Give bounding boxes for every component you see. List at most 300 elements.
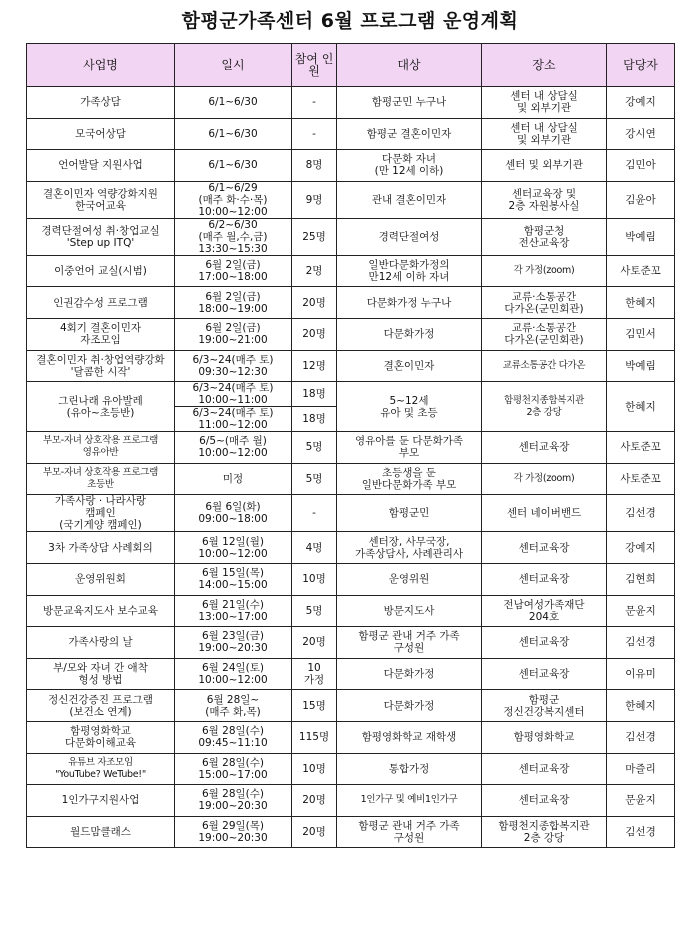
program-name-cell <box>27 218 175 255</box>
date-cell-line: 10:00~12:00 <box>198 674 268 687</box>
target-cell <box>337 255 482 287</box>
date-cell-line: 19:00~20:30 <box>198 642 268 655</box>
place-cell-line: 함평군청 <box>523 224 565 237</box>
participants-cell-line: 8명 <box>305 159 323 172</box>
program-name-cell <box>27 816 175 848</box>
date-cell <box>175 407 292 432</box>
manager-cell <box>607 563 675 595</box>
table-row <box>27 721 675 753</box>
date-cell <box>175 658 292 690</box>
place-cell-line: 및 외부기관 <box>516 133 572 146</box>
manager-cell <box>607 150 675 182</box>
target-cell-line: 통합가정 <box>388 762 430 775</box>
header-participants <box>292 44 337 87</box>
table-row <box>27 627 675 659</box>
date-cell-line: 18:00~19:00 <box>198 302 268 315</box>
manager-cell-line: 박예림 <box>625 230 656 243</box>
manager-cell <box>607 382 675 432</box>
program-name-cell <box>27 690 175 722</box>
program-name-cell-line: 이중언어 교실(시범) <box>54 265 147 278</box>
place-cell-line: 및 외부기관 <box>516 102 572 115</box>
manager-cell-line: 사토준꼬 <box>620 441 661 454</box>
table-row <box>27 495 675 532</box>
date-cell-line: 11:00~12:00 <box>198 419 268 432</box>
date-cell-line: (매주 화,목) <box>205 705 261 718</box>
place-cell <box>482 563 607 595</box>
participants-cell-line: 20명 <box>302 636 326 649</box>
place-cell-line: 함평영화학교 <box>513 731 575 744</box>
program-name-cell-line: 언어발달 지원사업 <box>58 159 143 172</box>
date-cell-line: 13:30~15:30 <box>198 242 268 255</box>
date-cell-line: 6월 29일(목) <box>201 819 264 832</box>
target-cell-line: 5~12세 <box>389 394 429 407</box>
target-cell-line: 부모 <box>398 447 420 460</box>
target-cell <box>337 432 482 464</box>
participants-cell <box>292 181 337 218</box>
table-row <box>27 382 675 407</box>
date-cell <box>175 382 292 407</box>
date-cell <box>175 753 292 785</box>
date-cell <box>175 432 292 464</box>
place-cell-line: 센터교육장 및 <box>511 187 577 200</box>
target-cell-line: 구성원 <box>393 642 425 655</box>
place-cell-line: 2층 강당 <box>526 406 562 418</box>
place-cell <box>482 287 607 319</box>
participants-cell <box>292 563 337 595</box>
target-cell-line: 다문화 자녀 <box>381 153 437 166</box>
target-cell <box>337 563 482 595</box>
participants-cell <box>292 627 337 659</box>
place-cell-line: 교류소통공간 다가온 <box>502 359 586 371</box>
participants-cell-line: 18명 <box>302 388 326 401</box>
program-name-cell <box>27 432 175 464</box>
target-cell-line: 유아 및 초등 <box>380 406 438 419</box>
participants-cell <box>292 432 337 464</box>
program-name-cell-line: 그린나래 유아발레 <box>58 394 143 407</box>
place-cell <box>482 816 607 848</box>
target-cell-line: 다문화가정 <box>383 699 435 712</box>
header-place: 장소 <box>482 44 607 87</box>
table-row <box>27 350 675 382</box>
program-name-cell-line: 캠페인 <box>85 507 116 520</box>
participants-cell <box>292 218 337 255</box>
date-cell <box>175 816 292 848</box>
date-cell-line: 6/2~6/30 <box>208 218 258 231</box>
table-header-row <box>27 44 675 87</box>
participants-cell-line: 20명 <box>302 296 326 309</box>
manager-cell-line: 김현희 <box>625 573 656 586</box>
place-cell <box>482 690 607 722</box>
date-cell-line: 6월 28일(수) <box>201 725 264 738</box>
header-participants-line2: 인원 <box>308 52 334 78</box>
date-cell-line: 09:00~18:00 <box>198 513 268 526</box>
place-cell <box>482 463 607 495</box>
participants-cell <box>292 785 337 817</box>
participants-cell-line: 4명 <box>305 541 323 554</box>
program-name-cell-line: (유아~초등반) <box>66 406 135 419</box>
target-cell <box>337 150 482 182</box>
program-name-cell <box>27 495 175 532</box>
participants-cell <box>292 595 337 627</box>
program-name-cell-line: 형성 방법 <box>78 674 123 687</box>
date-cell <box>175 287 292 319</box>
date-cell <box>175 463 292 495</box>
target-cell-line: 다문화가정 <box>383 668 435 681</box>
target-cell <box>337 721 482 753</box>
target-cell-line: 결혼이민자 <box>383 359 435 372</box>
program-name-cell-line: 초등반 <box>87 479 114 491</box>
manager-cell-line: 김선경 <box>625 731 656 744</box>
manager-cell <box>607 318 675 350</box>
manager-cell <box>607 287 675 319</box>
manager-cell <box>607 463 675 495</box>
place-cell-line: 각 가정(zoom) <box>513 473 575 485</box>
participants-cell-line: 9명 <box>305 193 323 206</box>
target-cell <box>337 690 482 722</box>
participants-cell <box>292 318 337 350</box>
table-row <box>27 150 675 182</box>
date-cell <box>175 181 292 218</box>
target-cell <box>337 287 482 319</box>
date-cell-line: 6월 6일(화) <box>205 501 261 514</box>
target-cell <box>337 218 482 255</box>
target-cell-line: 일반다문화가정의 <box>368 259 450 272</box>
place-cell-line: 센터 네이버밴드 <box>506 507 582 520</box>
date-cell-line: 10:00~12:00 <box>198 205 268 218</box>
table-row <box>27 318 675 350</box>
date-cell <box>175 532 292 564</box>
table-row <box>27 753 675 785</box>
target-cell-line: 관내 결혼이민자 <box>371 193 447 206</box>
program-name-cell-line: 모국어상담 <box>75 127 126 140</box>
target-cell-line: 함평군 결혼이민자 <box>366 127 452 140</box>
table-row <box>27 432 675 464</box>
place-cell-line: 전남여성가족재단 <box>503 598 585 611</box>
table-row <box>27 785 675 817</box>
manager-cell-line: 강시연 <box>625 127 656 140</box>
date-cell-line: 09:30~12:30 <box>198 365 268 378</box>
participants-cell <box>292 532 337 564</box>
date-cell-line: 6/1~6/30 <box>208 127 258 140</box>
table-body <box>27 87 675 848</box>
participants-cell-line: 115명 <box>298 731 330 744</box>
date-cell-line: 6월 28일~ <box>206 693 260 706</box>
place-cell-line: 센터교육장 <box>518 636 570 649</box>
target-cell-line: 경력단절여성 <box>378 230 440 243</box>
program-name-cell-line: 결혼이민자 역량강화지원 <box>43 187 158 200</box>
manager-cell <box>607 721 675 753</box>
manager-cell-line: 김선경 <box>625 825 656 838</box>
place-cell-line: 함평천지종합복지관 <box>504 394 584 406</box>
place-cell-line: 각 가정(zoom) <box>513 265 575 277</box>
target-cell-line: 만12세 이하 자녀 <box>368 271 450 284</box>
date-cell-line: 17:00~18:00 <box>198 271 268 284</box>
program-name-cell-line: 부/모와 자녀 간 애착 <box>53 662 148 675</box>
manager-cell-line: 강예지 <box>625 96 656 109</box>
participants-cell-line: 5명 <box>305 441 323 454</box>
target-cell-line: 다문화가정 <box>383 328 435 341</box>
header-program: 사업명 <box>27 44 175 87</box>
date-cell-line: 6월 12일(월) <box>201 535 264 548</box>
target-cell-line: 함평군 관내 거주 가족 <box>358 630 460 643</box>
date-cell-line: 10:00~12:00 <box>198 447 268 460</box>
place-cell-line: 함평천지종합복지관 <box>498 819 590 832</box>
place-cell <box>482 350 607 382</box>
program-name-cell <box>27 658 175 690</box>
program-name-cell-line: 월드맘클래스 <box>70 825 131 838</box>
table-row <box>27 463 675 495</box>
header-manager: 담당자 <box>607 44 675 87</box>
manager-cell <box>607 690 675 722</box>
program-name-cell-line: 3차 가족상담 사례회의 <box>48 541 153 554</box>
date-cell-line: 6/1~6/30 <box>208 96 258 109</box>
target-cell-line: 1인가구 및 예비1인가구 <box>360 794 458 806</box>
place-cell-line: 센터교육장 <box>518 441 570 454</box>
place-cell <box>482 495 607 532</box>
date-cell-line: 09:45~11:10 <box>198 737 268 750</box>
manager-cell-line: 김윤아 <box>625 193 656 206</box>
target-cell <box>337 627 482 659</box>
place-cell <box>482 721 607 753</box>
participants-cell-line: 15명 <box>302 699 326 712</box>
manager-cell-line: 김민아 <box>625 159 656 172</box>
table-row <box>27 690 675 722</box>
date-cell-line: 19:00~20:30 <box>198 800 268 813</box>
place-cell-line: 센터교육장 <box>518 573 570 586</box>
manager-cell <box>607 595 675 627</box>
participants-cell-line: 가정 <box>303 674 325 687</box>
place-cell <box>482 658 607 690</box>
program-name-cell <box>27 563 175 595</box>
place-cell-line: 2층 강당 <box>523 831 565 844</box>
date-cell <box>175 690 292 722</box>
manager-cell <box>607 255 675 287</box>
date-cell-line: 15:00~17:00 <box>198 768 268 781</box>
date-cell-line: 6월 28일(수) <box>201 756 264 769</box>
place-cell <box>482 255 607 287</box>
target-cell-line: 일반다문화가족 부모 <box>361 479 457 492</box>
manager-cell <box>607 816 675 848</box>
target-cell <box>337 658 482 690</box>
program-name-cell-line: (국기게양 캠페인) <box>59 519 142 532</box>
program-name-cell-line: 경력단절여성 취·창업교실 <box>41 224 160 237</box>
target-cell-line: 구성원 <box>393 831 425 844</box>
participants-cell-line: 10명 <box>302 762 326 775</box>
manager-cell <box>607 785 675 817</box>
participants-cell-line: 18명 <box>302 413 326 426</box>
participants-cell-line: 20명 <box>302 794 326 807</box>
place-cell-line: 센터교육장 <box>518 541 570 554</box>
table-row <box>27 218 675 255</box>
date-cell-line: 6/1~6/30 <box>208 159 258 172</box>
date-cell-line: 미정 <box>222 473 244 486</box>
date-cell-line: 6/3~24(매주 토) <box>192 407 274 420</box>
participants-cell-line: - <box>312 127 316 140</box>
target-cell-line: 방문지도사 <box>383 604 435 617</box>
place-cell-line: 2층 자원봉사실 <box>508 199 580 212</box>
header-target: 대상 <box>337 44 482 87</box>
participants-cell-line: 12명 <box>302 359 326 372</box>
date-cell <box>175 563 292 595</box>
place-cell-line: 204호 <box>528 610 560 623</box>
date-cell-line: 6월 2일(금) <box>205 259 261 272</box>
program-name-cell <box>27 627 175 659</box>
place-cell-line: 전산교육장 <box>518 236 570 249</box>
target-cell <box>337 118 482 150</box>
participants-cell-line: 25명 <box>302 230 326 243</box>
program-name-cell-line: 유튜브 자조모임 <box>68 756 133 768</box>
place-cell <box>482 432 607 464</box>
participants-cell <box>292 382 337 407</box>
table-row <box>27 255 675 287</box>
target-cell <box>337 816 482 848</box>
manager-cell-line: 마즐리 <box>625 762 656 775</box>
manager-cell-line: 문윤지 <box>625 604 656 617</box>
table-row <box>27 87 675 119</box>
place-cell-line: 센터교육장 <box>518 794 570 807</box>
target-cell <box>337 87 482 119</box>
program-name-cell-line: 부모-자녀 상호작용 프로그램 <box>42 435 159 447</box>
manager-cell-line: 한혜지 <box>625 296 656 309</box>
participants-cell <box>292 118 337 150</box>
target-cell-line: 영유아를 둔 다문화가족 <box>354 435 464 448</box>
manager-cell-line: 사토준꼬 <box>620 473 661 486</box>
program-name-cell <box>27 255 175 287</box>
program-name-cell <box>27 753 175 785</box>
date-cell-line: 6월 2일(금) <box>205 290 261 303</box>
date-cell-line: 6/1~6/29 <box>208 181 258 194</box>
target-cell-line: 센터장, 사무국장, <box>368 535 450 548</box>
manager-cell-line: 김선경 <box>625 507 656 520</box>
date-cell-line: 10:00~11:00 <box>198 394 268 407</box>
place-cell <box>482 785 607 817</box>
manager-cell-line: 사토준꼬 <box>620 265 661 278</box>
target-cell-line: 함평영화학교 재학생 <box>361 731 457 744</box>
manager-cell-line: 이유미 <box>625 668 656 681</box>
manager-cell <box>607 495 675 532</box>
place-cell-line: 다가온(군민회관) <box>504 334 584 347</box>
target-cell <box>337 532 482 564</box>
table-row <box>27 287 675 319</box>
program-name-cell <box>27 463 175 495</box>
table-row <box>27 118 675 150</box>
program-name-cell <box>27 350 175 382</box>
participants-cell <box>292 495 337 532</box>
date-cell-line: 14:00~15:00 <box>198 579 268 592</box>
table-row <box>27 816 675 848</box>
manager-cell <box>607 753 675 785</box>
program-name-cell <box>27 150 175 182</box>
place-cell-line: 다가온(군민회관) <box>504 302 584 315</box>
participants-cell <box>292 721 337 753</box>
program-name-cell-line: 영유아반 <box>82 447 119 459</box>
manager-cell <box>607 181 675 218</box>
manager-cell <box>607 658 675 690</box>
table-row <box>27 532 675 564</box>
place-cell <box>482 118 607 150</box>
program-name-cell <box>27 785 175 817</box>
program-name-cell <box>27 532 175 564</box>
date-cell <box>175 495 292 532</box>
program-name-cell-line: 인권감수성 프로그램 <box>53 296 148 309</box>
date-cell <box>175 150 292 182</box>
target-cell-line: 초등생을 둔 <box>381 467 437 480</box>
program-name-cell-line: 부모-자녀 상호작용 프로그램 <box>42 467 159 479</box>
program-name-cell-line: 자조모임 <box>80 334 121 347</box>
program-name-cell-line: 'Step up ITQ' <box>66 236 135 249</box>
target-cell <box>337 318 482 350</box>
manager-cell-line: 강예지 <box>625 541 656 554</box>
participants-cell <box>292 463 337 495</box>
target-cell-line: 다문화가정 누구나 <box>366 296 452 309</box>
manager-cell-line: 김선경 <box>625 636 656 649</box>
date-cell-line: (매주 화·수·목) <box>198 193 268 206</box>
date-cell-line: 6월 2일(금) <box>205 322 261 335</box>
participants-cell-line: - <box>312 507 316 520</box>
manager-cell-line: 박예림 <box>625 359 656 372</box>
date-cell-line: (매주 월,수,금) <box>198 230 268 243</box>
participants-cell <box>292 287 337 319</box>
program-name-cell-line: 방문교육지도사 보수교육 <box>43 604 158 617</box>
place-cell-line: 교류·소통공간 <box>511 322 577 335</box>
date-cell <box>175 87 292 119</box>
program-name-cell <box>27 721 175 753</box>
place-cell <box>482 87 607 119</box>
participants-cell-line: - <box>312 96 316 109</box>
manager-cell <box>607 350 675 382</box>
target-cell <box>337 495 482 532</box>
place-cell-line: 센터 및 외부기관 <box>505 159 583 172</box>
page-title: 함평군가족센터 6월 프로그램 운영계획 <box>181 10 519 32</box>
program-table <box>26 43 675 848</box>
place-cell-line: 센터교육장 <box>518 762 570 775</box>
table-row <box>27 595 675 627</box>
program-name-cell-line: 가족사랑의 날 <box>68 636 133 649</box>
target-cell-line: 운영위원 <box>388 573 430 586</box>
participants-cell <box>292 407 337 432</box>
place-cell-line: 교류·소통공간 <box>511 290 577 303</box>
manager-cell <box>607 532 675 564</box>
program-name-cell <box>27 595 175 627</box>
participants-cell-line: 20명 <box>302 328 326 341</box>
target-cell <box>337 350 482 382</box>
date-cell <box>175 595 292 627</box>
manager-cell-line: 한혜지 <box>625 400 656 413</box>
date-cell-line: 6/3~24(매주 토) <box>192 382 274 395</box>
date-cell-line: 6/3~24(매주 토) <box>192 353 274 366</box>
participants-cell-line: 10명 <box>302 573 326 586</box>
manager-cell <box>607 118 675 150</box>
manager-cell-line: 한혜지 <box>625 699 656 712</box>
target-cell-line: 함평군민 <box>388 507 430 520</box>
place-cell-line: 센터 내 상담실 <box>510 121 578 134</box>
participants-cell-line: 5명 <box>305 473 323 486</box>
manager-cell <box>607 627 675 659</box>
date-cell <box>175 350 292 382</box>
header-date: 일시 <box>175 44 292 87</box>
date-cell <box>175 255 292 287</box>
participants-cell <box>292 87 337 119</box>
date-cell-line: 19:00~20:30 <box>198 831 268 844</box>
participants-cell <box>292 690 337 722</box>
date-cell <box>175 721 292 753</box>
program-name-cell-line: 운영위원회 <box>75 573 126 586</box>
program-name-cell-line: 4회기 결혼이민자 <box>59 322 142 335</box>
date-cell-line: 6월 15일(목) <box>201 567 264 580</box>
place-cell-line: 함평군 <box>528 693 560 706</box>
place-cell <box>482 218 607 255</box>
program-name-cell-line: 결혼이민자 취·창업역량강화 <box>36 353 165 366</box>
